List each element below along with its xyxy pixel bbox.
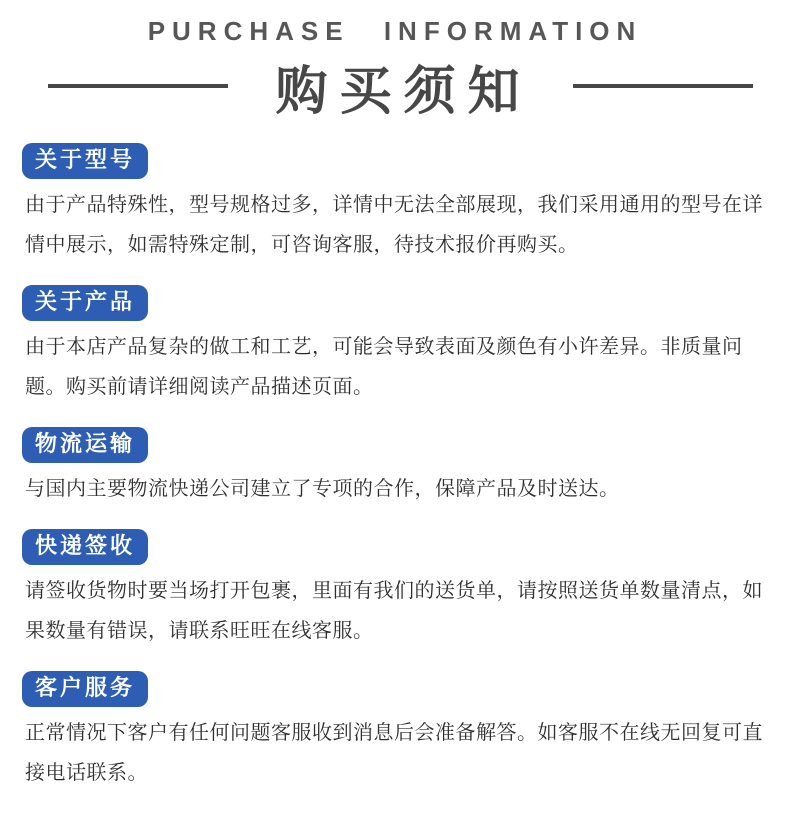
page-title: 购买须知 [275, 62, 532, 121]
page-header [0, 0, 790, 121]
section-text-customer-service: 正常情况下客户有任何问题客服收到消息后会准备解答。如客服不在线无回复可直接电话联系。 [25, 722, 763, 784]
title-rule-left [48, 84, 228, 88]
section-logistics [22, 427, 768, 509]
section-text-logistics: 与国内主要物流快递公司建立了专项的合作，保障产品及时送达。 [25, 478, 620, 500]
section-about-model [22, 143, 768, 265]
section-delivery-receipt [22, 529, 768, 651]
section-badge-delivery-receipt: 快递签收 [22, 529, 148, 565]
title-rule-right [573, 84, 753, 88]
title-row [0, 55, 790, 121]
section-badge-about-product: 关于产品 [22, 285, 148, 321]
section-text-delivery-receipt: 请签收货物时要当场打开包裹，里面有我们的送货单，请按照送货单数量清点，如果数量有错误，请联系旺旺在线客服。 [25, 580, 763, 642]
section-badge-customer-service: 客户服务 [22, 671, 148, 707]
section-customer-service [22, 671, 768, 793]
page-subtitle: PURCHASE INFORMATION [147, 16, 643, 46]
section-badge-logistics: 物流运输 [22, 427, 148, 463]
section-about-product [22, 285, 768, 407]
section-text-about-model: 由于产品特殊性，型号规格过多，详情中无法全部展现，我们采用通用的型号在详情中展示，如需特殊定制，可咨询客服，待技术报价再购买。 [25, 194, 763, 256]
section-text-about-product: 由于本店产品复杂的做工和工艺，可能会导致表面及颜色有小许差异。非质量问题。购买前请详细阅读产品描述页面。 [25, 336, 743, 398]
sections-container [0, 117, 790, 793]
section-badge-about-model: 关于型号 [22, 143, 148, 179]
